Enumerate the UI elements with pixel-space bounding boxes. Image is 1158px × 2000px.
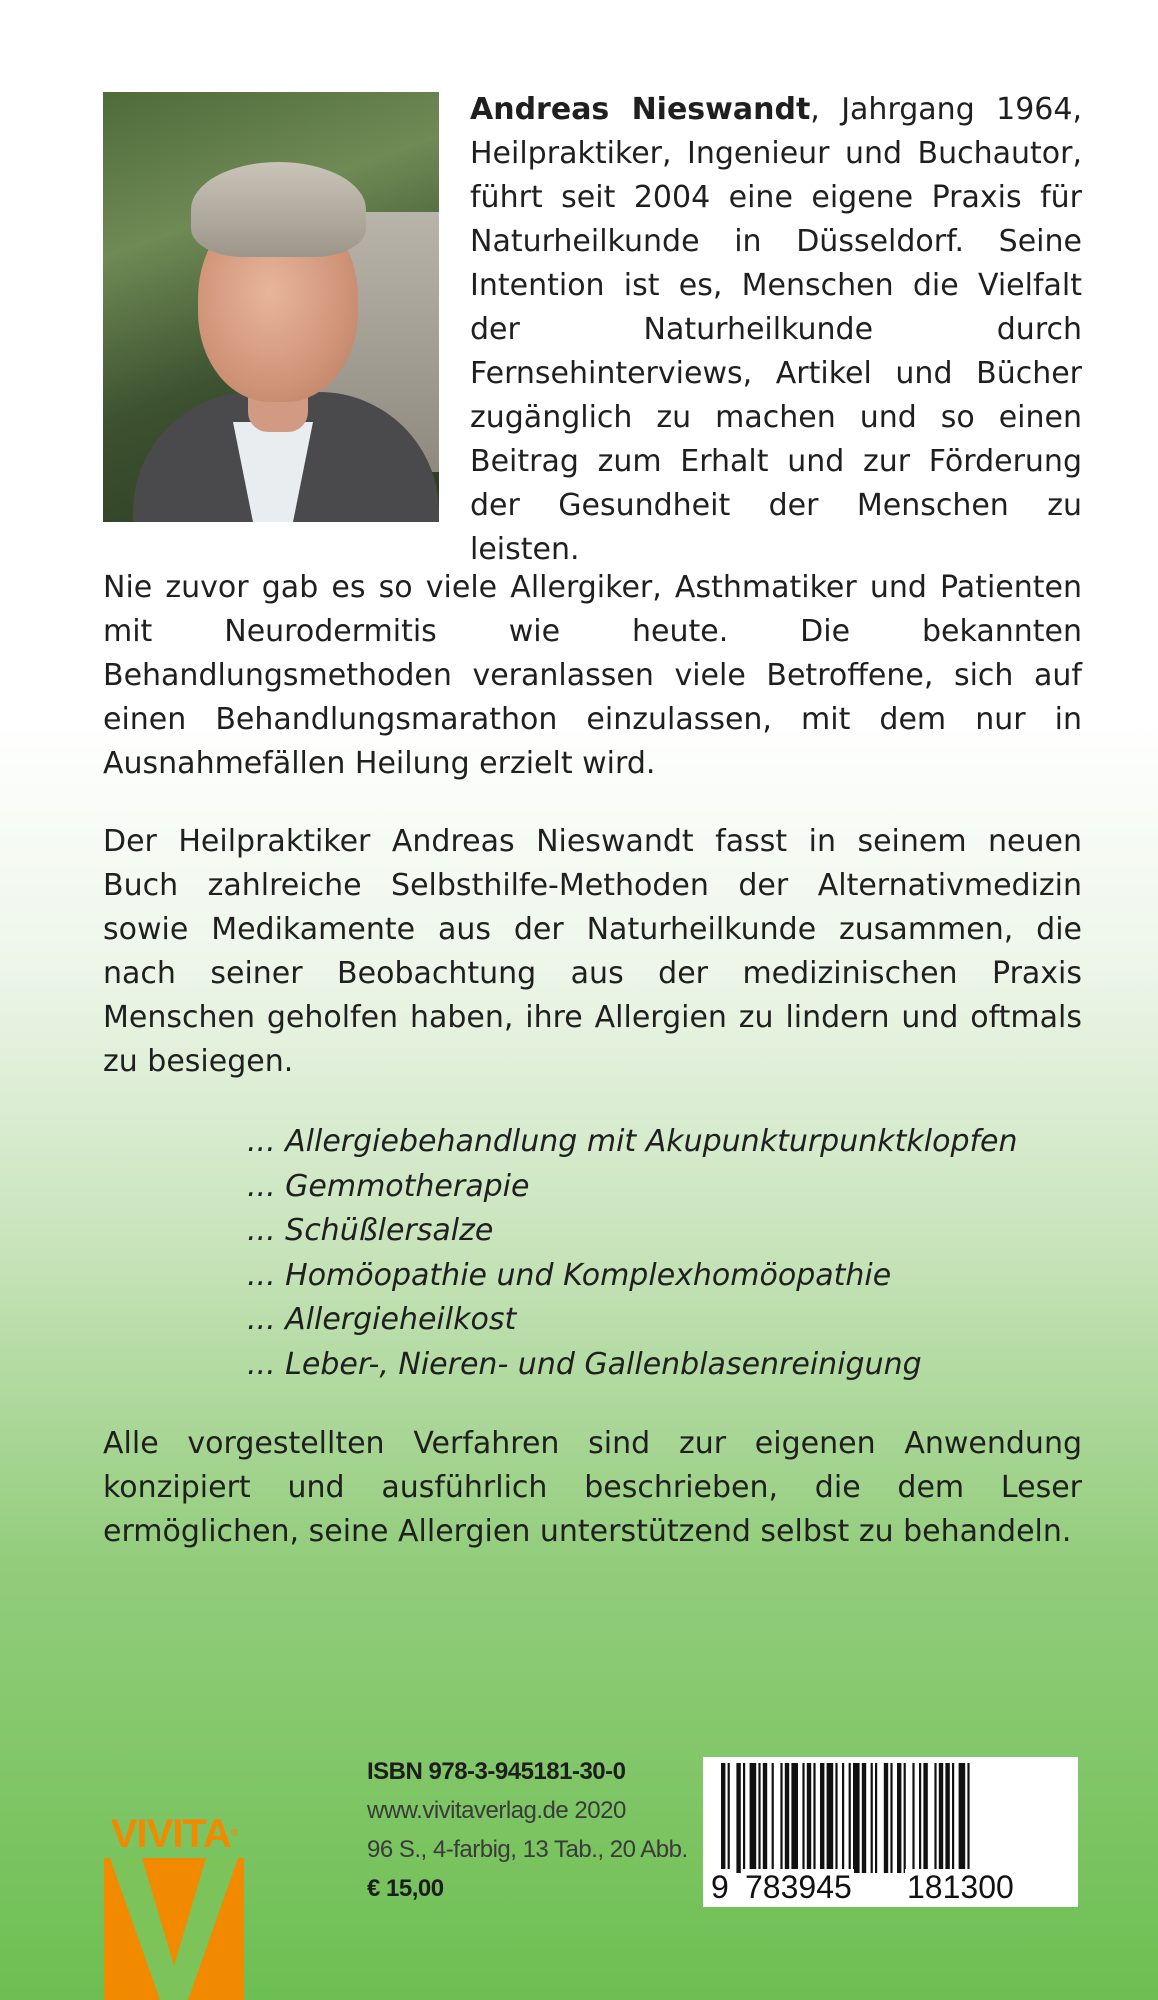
barcode-bar (912, 1763, 914, 1873)
barcode-bar (785, 1763, 789, 1873)
imprint-block (367, 1752, 688, 1908)
barcode-bar (772, 1763, 774, 1873)
barcode-bar (904, 1763, 906, 1873)
barcode-bar (758, 1763, 760, 1873)
barcode-bar (721, 1763, 725, 1873)
author-bio-text: , Jahrgang 1964, Heilpraktiker, Ingenieur und Buchautor, führt seit 2004 eine eigene Praxis für Naturheilkunde in Düsseldorf. Seine Intention ist es, Menschen die Vielfalt der Naturheilkunde durch Fernsehinterviews, Artikel und Bücher zugänglich zu machen und so einen Beitrag zum Erhalt und zur Förderung der Gesundheit der Menschen zu leisten. (470, 92, 1082, 567)
list-item: ... Leber-, Nieren- und Gallenblasenreinigung (247, 1346, 922, 1382)
author-bio (470, 88, 1082, 572)
barcode-bar (835, 1763, 837, 1873)
barcode-bar (750, 1763, 757, 1873)
price: € 15,00 (367, 1875, 444, 1902)
barcode-bar (939, 1763, 943, 1873)
barcode-bar (919, 1763, 921, 1873)
publisher-website: www.vivitaverlag.de 2020 (367, 1797, 626, 1824)
list-item: ... Schüßlersalze (247, 1213, 494, 1248)
author-name: Andreas Nieswandt (470, 92, 811, 127)
barcode-bar (871, 1763, 873, 1873)
barcode-bar (736, 1763, 740, 1873)
barcode-bar (897, 1763, 901, 1873)
list-item: ... Gemmotherapie (247, 1168, 530, 1204)
barcode-bar (875, 1763, 877, 1873)
barcode-digits (709, 1869, 1069, 1905)
barcode-digit-group-2: 181300 (907, 1869, 1014, 1905)
barcode-bar (743, 1763, 745, 1873)
barcode-digit-group-1: 783945 (745, 1869, 852, 1905)
photo-hair (191, 162, 366, 257)
isbn-text: ISBN 978-3-945181-30-0 (367, 1758, 626, 1785)
logo-wordmark: VIVITA® (110, 1812, 238, 1856)
barcode-bar (728, 1763, 730, 1873)
barcode-bar (842, 1763, 844, 1873)
barcode-bar (763, 1763, 767, 1873)
barcode-bar (959, 1763, 966, 1873)
barcode-bar (890, 1763, 892, 1873)
logo-v-icon (104, 1858, 244, 2000)
barcode-bars (709, 1763, 1071, 1873)
barcode-bar (853, 1763, 860, 1873)
barcode-bar (967, 1763, 969, 1873)
barcode-bar (934, 1763, 936, 1873)
list-item: ... Allergieheilkost (247, 1302, 517, 1337)
barcode-bar (827, 1763, 834, 1873)
barcode-bar (952, 1763, 954, 1873)
list-item: ... Homöopathie und Komplexhomöopathie (247, 1257, 892, 1293)
vivita-logo (100, 1812, 248, 2000)
barcode-bar (884, 1763, 888, 1873)
methods-list (247, 1120, 1082, 1387)
barcode-bar (802, 1763, 804, 1873)
barcode-bar (862, 1763, 866, 1873)
book-description-paragraph: Der Heilpraktiker Andreas Nieswandt fasst in seinem neuen Buch zahlreiche Selbsthilfe-Methoden der Alternativmedizin sowie Medikamente aus der Naturheilkunde zusammen, die nach seiner Beobachtung aus der medizinischen Praxis Menschen geholfen haben, ihre Allergien zu lindern und oftmals zu besiegen. (103, 824, 1082, 1079)
book-specs: 96 S., 4-farbig, 13 Tab., 20 Abb. (367, 1836, 688, 1863)
barcode-bar (820, 1763, 824, 1873)
author-photo (103, 92, 439, 522)
barcode-bar (791, 1763, 798, 1873)
barcode-bar (923, 1763, 927, 1873)
closing-paragraph: Alle vorgestellten Verfahren sind zur eigenen Anwendung konzipiert und ausführlich beschrieben, die dem Leser ermöglichen, seine Allergien unterstützend selbst zu behandeln. (103, 1426, 1082, 1549)
barcode-bar (945, 1763, 949, 1873)
barcode-bar (807, 1763, 811, 1873)
barcode (703, 1757, 1078, 1907)
barcode-bar (780, 1763, 782, 1873)
barcode-bar (813, 1763, 815, 1873)
barcode-digit-first: 9 (711, 1869, 729, 1905)
barcode-bar (849, 1763, 851, 1873)
intro-paragraph: Nie zuvor gab es so viele Allergiker, Asthmatiker und Patienten mit Neurodermitis wie heute. Die bekannten Behandlungsmethoden veranlassen viele Betroffene, sich auf einen Behandlungsmarathon einzulassen, mit dem nur in Ausnahmefällen Heilung erzielt wird. (103, 570, 1082, 781)
list-item: ... Allergiebehandlung mit Akupunkturpunktklopfen (247, 1124, 1018, 1159)
